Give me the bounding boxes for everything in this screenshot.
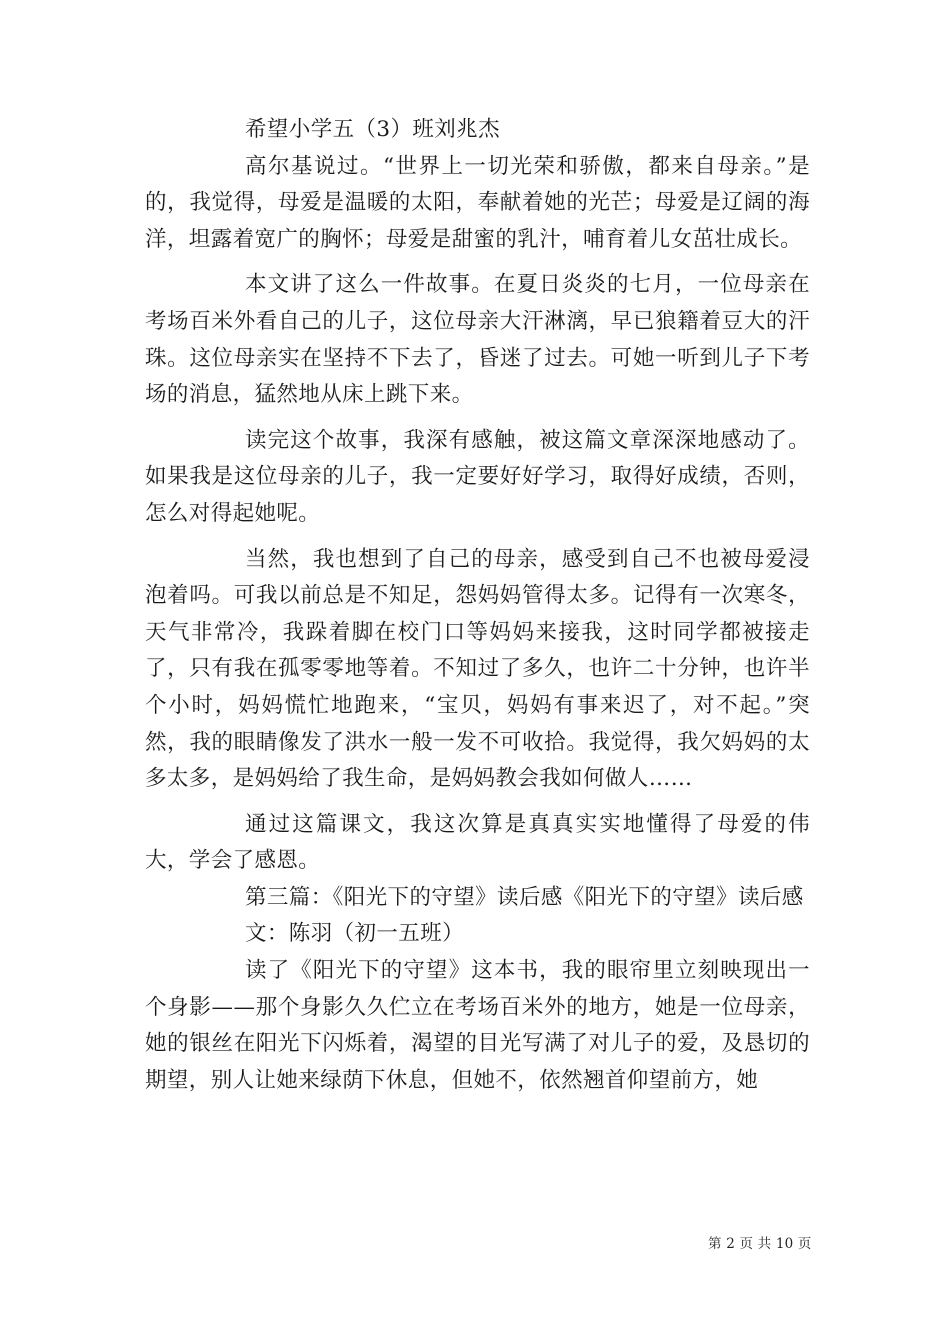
paragraph-feeling: 读完这个故事，我深有感触，被这篇文章深深地感动了。如果我是这位母亲的儿子，我一定要好好学习，取得好成绩，否则，怎么对得起她呢。 (145, 427, 810, 526)
paragraph-memory: 当然，我也想到了自己的母亲，感受到自己不也被母爱浸泡着吗。可我以前总是不知足，怨妈妈管得太多。记得有一次寒冬，天气非常冷，我跺着脚在校门口等妈妈来接我，这时同学都被接走了，只有我在孤零零地等着。不知过了多久，也许二十分钟，也许半个小时，妈妈慌忙地跑来，“宝贝，妈妈有事来迟了，对不起。”突然，我的眼睛像发了洪水一般一发不可收拾。我觉得，我欠妈妈的太多太多，是妈妈给了我生命，是妈妈教会我如何做人…… (145, 546, 810, 792)
paragraph-story: 本文讲了这么一件故事。在夏日炎炎的七月，一位母亲在考场百米外看自己的儿子，这位母亲大汗淋漓，早已狼籍着豆大的汗珠。这位母亲实在坚持不下去了，昏迷了过去。可她一听到儿子下考场的消息，猛然地从床上跳下来。 (145, 272, 810, 408)
section-title: 第三篇：《阳光下的守望》读后感《阳光下的守望》读后感 (245, 884, 804, 910)
paragraph-conclusion: 通过这篇课文，我这次算是真真实实地懂得了母爱的伟大，学会了感恩。 (145, 811, 810, 874)
author-line: 希望小学五（3）班刘兆杰 (245, 117, 500, 142)
paragraph-intro: 高尔基说过。“世界上一切光荣和骄傲，都来自母亲。”是的，我觉得，母爱是温暖的太阳，奉献着她的光芒；母爱是辽阔的海洋，坦露着宽广的胸怀；母爱是甜蜜的乳汁，哺育着儿女茁壮成长。 (145, 153, 810, 252)
page-number-footer: 第 2 页 共 10 页 (708, 1236, 812, 1252)
document-body (145, 112, 810, 1099)
section-author: 文：陈羽（初一五班） (245, 921, 465, 947)
paragraph-section-three: 读了《阳光下的守望》这本书，我的眼帘里立刻映现出一个身影——那个身影久久伫立在考场百米外的地方，她是一位母亲，她的银丝在阳光下闪烁着，渴望的目光写满了对儿子的爱，及恳切的期望，别人让她来绿荫下休息，但她不，依然翘首仰望前方，她 (145, 958, 810, 1093)
